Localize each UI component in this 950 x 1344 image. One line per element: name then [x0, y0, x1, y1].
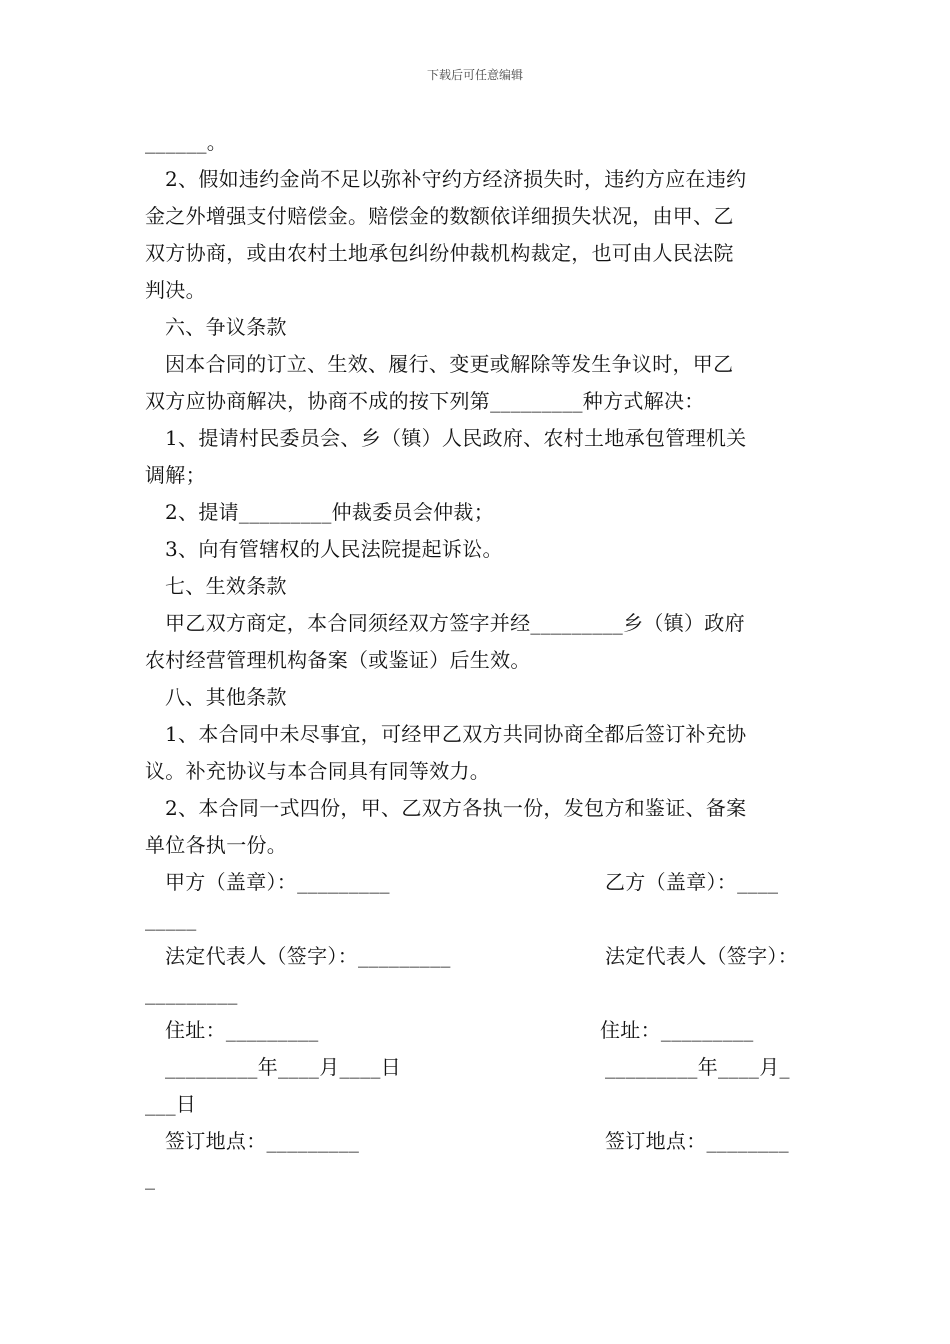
signature-row-date [145, 1049, 810, 1086]
paragraph-line: 2、提请_________仲裁委员会仲裁； [165, 500, 495, 524]
paragraph-line: 2、本合同一式四份，甲、乙双方各执一份，发包方和鉴证、备案 [165, 796, 747, 820]
contract-clauses [145, 124, 810, 864]
paragraph-line: ______。 [145, 130, 228, 154]
paragraph-line: 农村经营管理机构备案（或鉴证）后生效。 [145, 648, 531, 672]
party-b-date-continued: ___日 [145, 1092, 197, 1116]
party-a-date: _________年____月____日 [165, 1055, 401, 1079]
party-b-seal: 乙方（盖章）：____ [605, 870, 779, 894]
paragraph-line: 双方协商，或由农村土地承包纠纷仲裁机构裁定，也可由人民法院 [145, 241, 734, 265]
paragraph-line: 金之外增强支付赔偿金。赔偿金的数额依详细损失状况，由甲、乙 [145, 204, 734, 228]
signature-row-place [145, 1123, 810, 1160]
paragraph-line: 判决。 [145, 278, 206, 302]
paragraph-line: 六、争议条款 [165, 315, 287, 339]
party-a-signing-place: 签订地点：_________ [165, 1129, 360, 1153]
signature-row-address [145, 1012, 810, 1049]
paragraph-line: 议。补充协议与本合同具有同等效力。 [145, 759, 491, 783]
paragraph-line: 1、提请村民委员会、乡（镇）人民政府、农村土地承包管理机关 [165, 426, 747, 450]
party-a-representative: 法定代表人（签字）：_________ [165, 944, 451, 968]
page-header: 下载后可任意编辑 [426, 68, 523, 82]
paragraph-line: 2、假如违约金尚不足以弥补守约方经济损失时，违约方应在违约 [165, 167, 747, 191]
party-b-signing-place-continued: _ [145, 1166, 156, 1190]
paragraph-line: 因本合同的订立、生效、履行、变更或解除等发生争议时，甲乙 [165, 352, 734, 376]
party-b-seal-continued: _____ [145, 907, 197, 931]
paragraph-line: 单位各执一份。 [145, 833, 288, 857]
party-b-representative-continued: _________ [145, 981, 238, 1005]
signature-row-seal [145, 864, 810, 901]
signature-row-representative [145, 938, 810, 975]
paragraph-line: 七、生效条款 [165, 574, 287, 598]
paragraph-line: 甲乙双方商定，本合同须经双方签字并经_________乡（镇）政府 [165, 611, 745, 635]
party-b-address: 住址：_________ [600, 1018, 754, 1042]
document-body [145, 124, 810, 1197]
paragraph-line: 3、向有管辖权的人民法院提起诉讼。 [165, 537, 503, 561]
paragraph-line: 调解； [145, 463, 206, 487]
paragraph-line: 1、本合同中未尽事宜，可经甲乙双方共同协商全都后签订补充协 [165, 722, 747, 746]
paragraph-line: 八、其他条款 [165, 685, 287, 709]
party-b-date: _________年____月_ [605, 1055, 790, 1079]
party-b-signing-place: 签订地点：________ [605, 1129, 789, 1153]
party-a-seal: 甲方（盖章）：_________ [165, 870, 390, 894]
paragraph-line: 双方应协商解决，协商不成的按下列第_________种方式解决： [145, 389, 705, 413]
party-b-representative: 法定代表人（签字）： [605, 944, 798, 968]
party-a-address: 住址：_________ [165, 1018, 319, 1042]
